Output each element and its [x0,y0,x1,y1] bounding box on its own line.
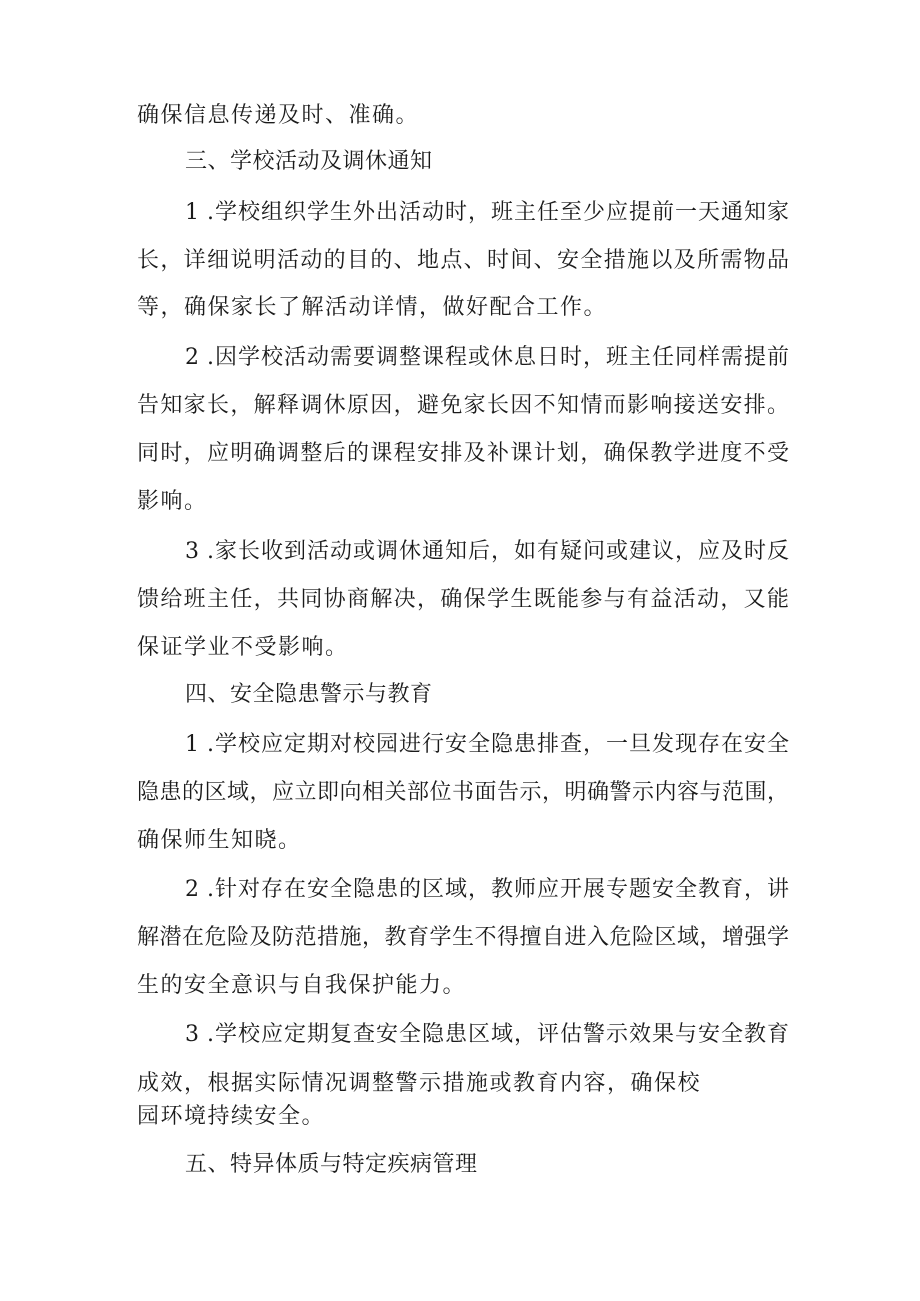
paragraph-line: 成效，根据实际情况调整警示措施或教育内容，确保校 [137,1071,702,1096]
paragraph-line: 确保信息传递及时、准确。 [137,103,420,128]
paragraph-line: 2 .针对存在安全隐患的区域，教师应开展专题安全教育，讲 [185,877,789,902]
paragraph-line: 2 .因学校活动需要调整课程或休息日时，班主任同样需提前 [185,345,789,370]
section-heading-4: 四、安全隐患警示与教育 [185,682,433,707]
section-heading-3: 三、学校活动及调休通知 [185,149,433,174]
section-heading-5: 五、特异体质与特定疾病管理 [185,1152,478,1177]
paragraph-line: 3 .家长收到活动或调休通知后，如有疑问或建议，应及时反 [185,539,789,564]
paragraph-line: 确保师生知晓。 [137,828,302,853]
paragraph-line: 解潜在危险及防范措施，教育学生不得擅自进入危险区域，增强学 [137,925,789,950]
paragraph-line: 保证学业不受影响。 [137,635,349,660]
paragraph-line: 等，确保家长了解活动详情，做好配合工作。 [137,295,608,320]
paragraph-line: 3 .学校应定期复查安全隐患区域，评估警示效果与安全教育 [185,1022,789,1047]
paragraph-line: 园环境持续安全。 [137,1104,326,1129]
paragraph-line: 馈给班主任，共同协商解决，确保学生既能参与有益活动，又能 [137,587,789,612]
paragraph-line: 1 .学校组织学生外出活动时，班主任至少应提前一天通知家 [185,200,789,225]
paragraph-line: 隐患的区域，应立即向相关部位书面告示，明确警示内容与范围， [137,780,789,805]
paragraph-line: 告知家长，解释调休原因，避免家长因不知情而影响接送安排。 [137,393,789,418]
paragraph-line: 1 .学校应定期对校园进行安全隐患排查，一旦发现存在安全 [185,732,789,757]
paragraph-line: 生的安全意识与自我保护能力。 [137,973,467,998]
paragraph-line: 同时，应明确调整后的课程安排及补课计划，确保教学进度不受 [137,441,789,466]
paragraph-line: 长，详细说明活动的目的、地点、时间、安全措施以及所需物品 [137,248,789,273]
paragraph-line: 影响。 [137,489,208,514]
